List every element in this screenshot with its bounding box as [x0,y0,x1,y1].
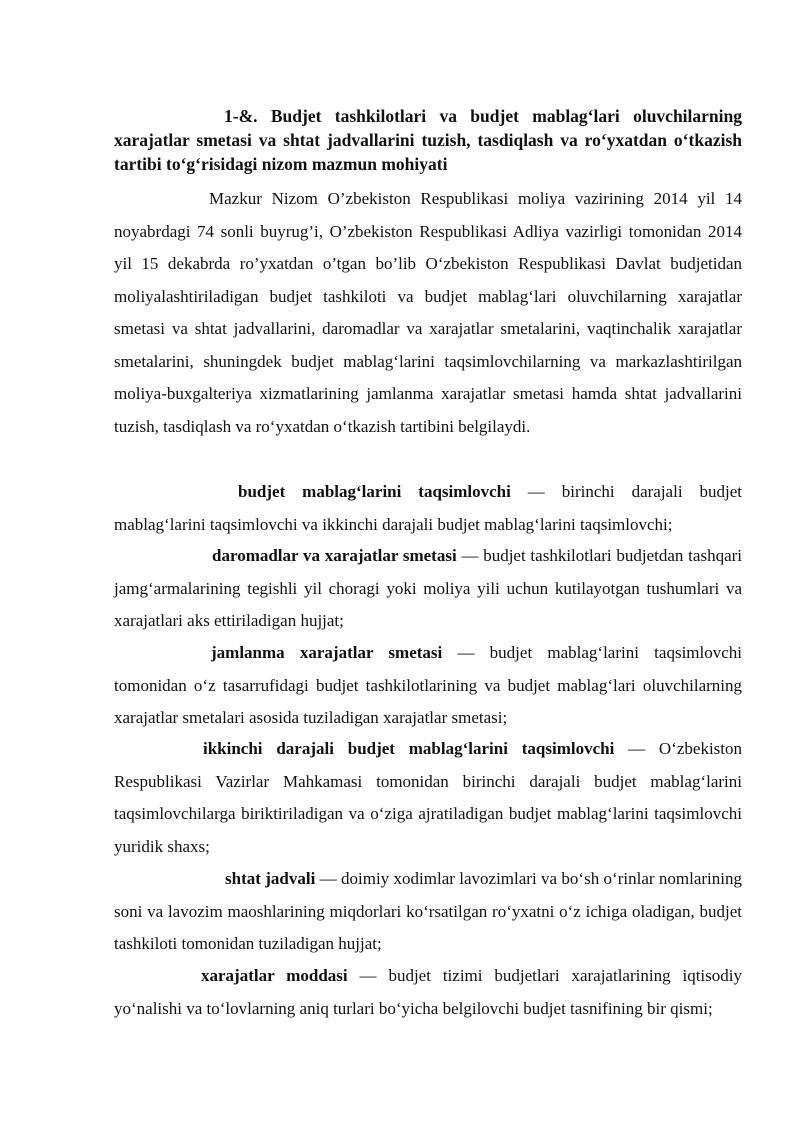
definition-paragraph [114,540,742,638]
definition-paragraph [114,960,742,1025]
definition-text: — O‘zbekiston Respublikasi Vazirlar Mahkamasi tomonidan birinchi darajali budjet mablag‘larini taqsimlovchilarga biriktiriladigan va o‘ziga ajratiladigan budjet mablag‘larini taqsimlovchi yuridik shaxs; [114,739,743,856]
intro-text: Mazkur Nizom O’zbekiston Respublikasi moliya vazirining 2014 yil 14 noyabrdagi 74 sonli buyrug’i, O’zbekiston Respublikasi Adliya vazirligi tomonidan 2014 yil 15 dekabrda ro’yxatdan o’tgan bo’lib O‘zbekiston Respublikasi Davlat budjetidan moliyalashtiriladigan budjet tashkiloti va budjet mablag‘lari oluvchilarning xarajatlar smetasi va shtat jadvallarini, daromadlar va xarajatlar smetalarini, vaqtinchalik xarajatlar smetalarini, shuningdek budjet mablag‘larini taqsimlovchilarning va markazlashtirilgan moliya-buxgalteriya xizmatlarining jamlanma xarajatlar smetasi hamda shtat jadvallarini tuzish, tasdiqlash va ro‘yxatdan o‘tkazish tartibini belgilaydi. [114,189,742,436]
definition-term: budjet mablag‘larini taqsimlovchi [238,482,511,501]
definition-paragraph [114,863,742,961]
definition-text: — budjet mablag‘larini taqsimlovchi tomonidan o‘z tasarrufidagi budjet tashkilotlarining va budjet mablag‘lari oluvchilarning xarajatlar smetalari asosida tuziladigan xarajatlar smetasi; [114,643,743,727]
definition-text: — budjet tashkilotlari budjetdan tashqari jamg‘armalarining tegishli yil choragi yoki moliya yili uchun kutilayotgan tushumlari va xarajatlari aks ettiriladigan hujjat; [114,546,742,630]
section-heading-text: 1-&. Budjet tashkilotlari va budjet mablag‘lari oluvchilarning xarajatlar smetasi va shtat jadvallarini tuzish, tasdiqlash va ro‘yxatdan o‘tkazish tartibi to‘g‘risidagi nizom mazmun mohiyati [114,106,742,174]
section-heading [114,104,742,176]
definition-term: jamlanma xarajatlar smetasi [211,643,443,662]
definition-text: — budjet tizimi budjetlari xarajatlarining iqtisodiy yo‘nalishi va to‘lovlarning aniq turlari bo‘yicha belgilovchi budjet tasnifining bir qismi; [114,966,742,1018]
definition-term: shtat jadvali [225,869,316,888]
definition-paragraph [114,476,742,541]
intro-paragraph [114,183,742,443]
definition-text: — doimiy xodimlar lavozimlari va bo‘sh o‘rinlar nomlarining soni va lavozim maoshlarining miqdorlari ko‘rsatilgan ro‘yxatni o‘z ichiga oladigan, budjet tashkiloti tomonidan tuziladigan hujjat; [114,869,742,953]
definition-paragraph [114,637,742,735]
definition-text: — birinchi darajali budjet mablag‘larini taqsimlovchi va ikkinchi darajali budjet mablag‘larini taqsimlovchi; [114,482,742,534]
definition-term: xarajatlar moddasi [201,966,348,985]
definition-term: ikkinchi darajali budjet mablag‘larini taqsimlovchi [203,739,615,758]
definition-term: daromadlar va xarajatlar smetasi [212,546,457,565]
definition-paragraph [114,733,742,863]
